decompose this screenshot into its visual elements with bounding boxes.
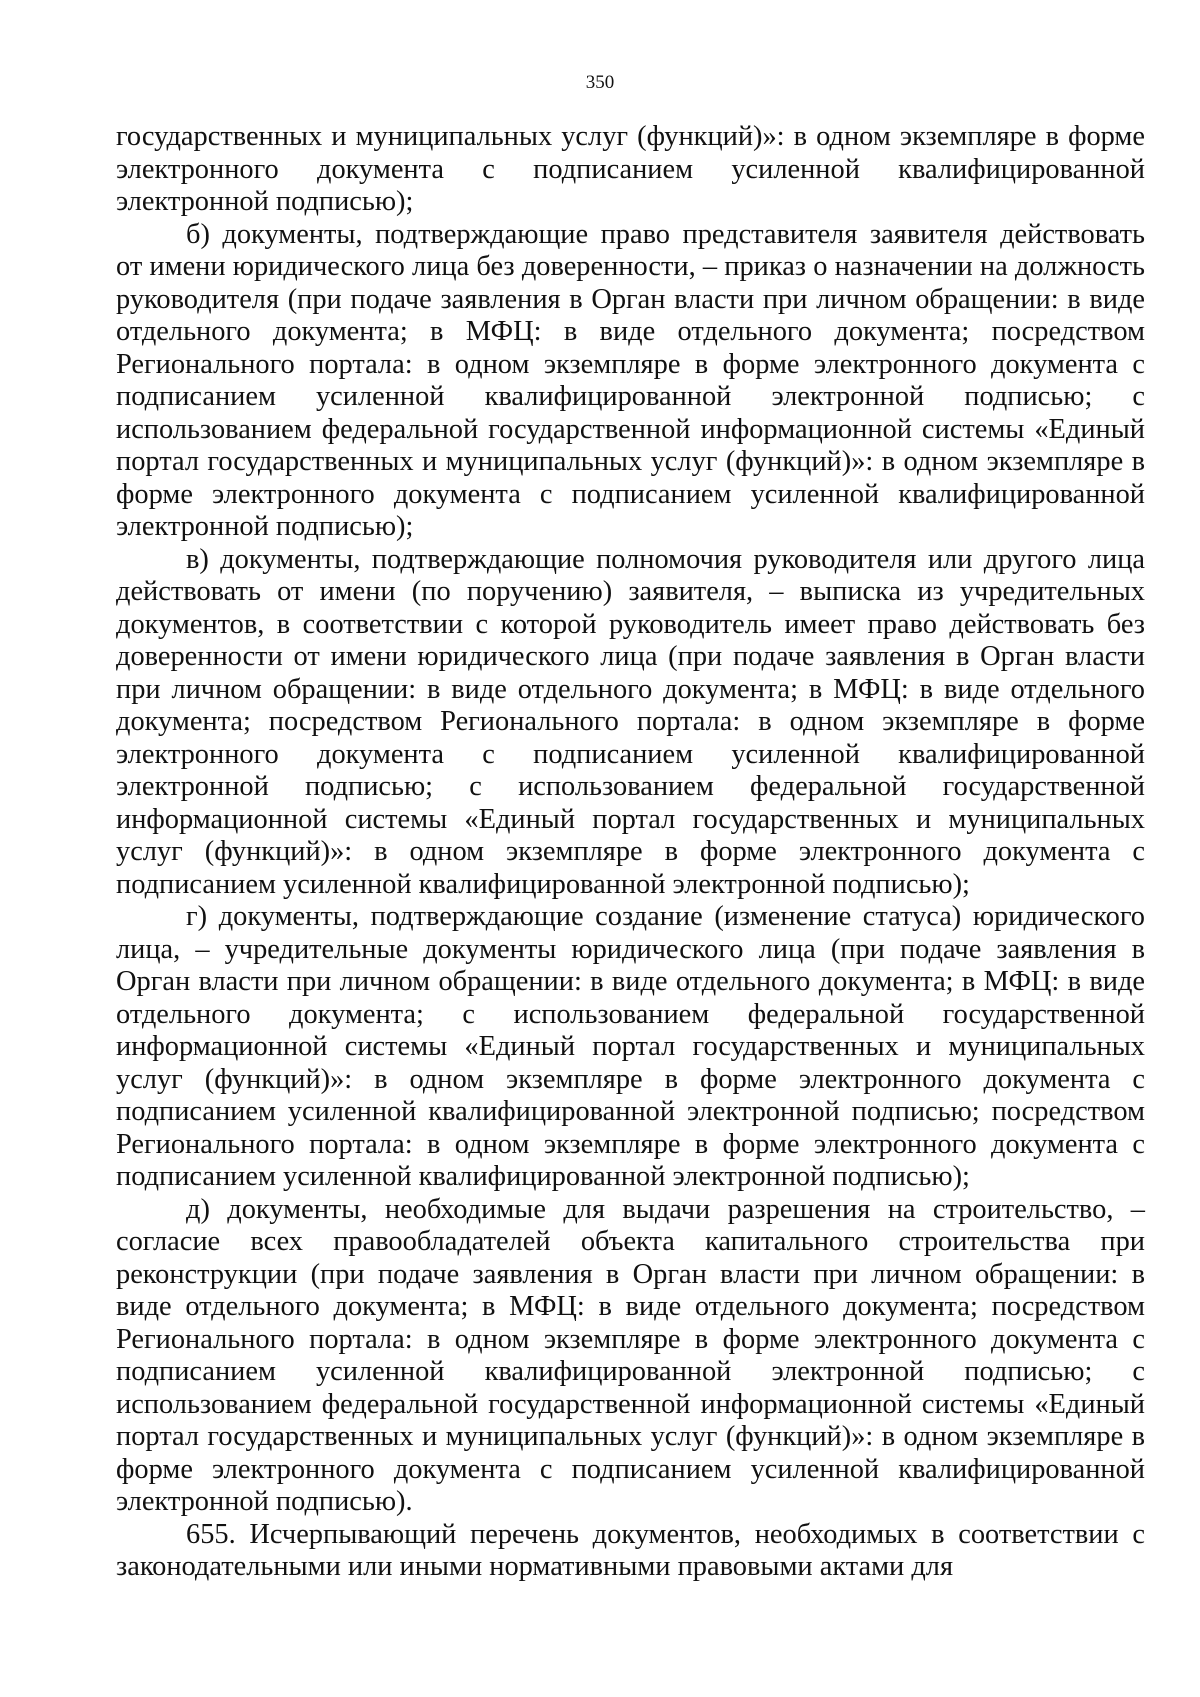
paragraph-item-v: в) документы, подтверждающие полномочия руководителя или другого лица действовать от имени (по поручению) заявителя, – выписка из учредительных документов, в соответствии с которой руководитель имеет право действовать без доверенности от имени юридического лица (при подаче заявления в Орган власти при личном обращении: в виде отдельного документа; в МФЦ: в виде отдельного документа; посредством Регионального портала: в одном экземпляре в форме электронного документа с подписанием усиленной квалифицированной электронной подписью; с использованием федеральной государственной информационной системы «Единый портал государственных и муниципальных услуг (функций)»: в одном экземпляре в форме электронного документа с подписанием усиленной квалифицированной электронной подписью); — [116, 543, 1145, 900]
paragraph-655: 655. Исчерпывающий перечень документов, необходимых в соответствии с законодательными или иными нормативными правовыми актами для — [116, 1518, 1145, 1582]
paragraph-item-g: г) документы, подтверждающие создание (изменение статуса) юридического лица, – учредительные документы юридического лица (при подаче заявления в Орган власти при личном обращении: в виде отдельного документа; в МФЦ: в виде отдельного документа; с использованием федеральной государственной информационной системы «Единый портал государственных и муниципальных услуг (функций)»: в одном экземпляре в форме электронного документа с подписанием усиленной квалифицированной электронной подписью; посредством Регионального портала: в одном экземпляре в форме электронного документа с подписанием усиленной квалифицированной электронной подписью); — [116, 901, 1145, 1192]
paragraph-item-b: б) документы, подтверждающие право представителя заявителя действовать от имени юридического лица без доверенности, – приказ о назначении на должность руководителя (при подаче заявления в Орган власти при личном обращении: в виде отдельного документа; в МФЦ: в виде отдельного документа; посредством Регионального портала: в одном экземпляре в форме электронного документа с подписанием усиленной квалифицированной электронной подписью; с использованием федеральной государственной информационной системы «Единый портал государственных и муниципальных услуг (функций)»: в одном экземпляре в форме электронного документа с подписанием усиленной квалифицированной электронной подписью); — [116, 218, 1145, 542]
document-body — [116, 121, 1145, 1584]
paragraph-continuation: государственных и муниципальных услуг (функций)»: в одном экземпляре в форме электронного документа с подписанием усиленной квалифицированной электронной подписью); — [116, 121, 1145, 217]
paragraph-item-d: д) документы, необходимые для выдачи разрешения на строительство, – согласие всех правообладателей объекта капитального строительства при реконструкции (при подаче заявления в Орган власти при личном обращении: в виде отдельного документа; в МФЦ: в виде отдельного документа; посредством Регионального портала: в одном экземпляре в форме электронного документа с подписанием усиленной квалифицированной электронной подписью; с использованием федеральной государственной информационной системы «Единый портал государственных и муниципальных услуг (функций)»: в одном экземпляре в форме электронного документа с подписанием усиленной квалифицированной электронной подписью). — [116, 1193, 1145, 1517]
page-number: 350 — [585, 72, 615, 93]
